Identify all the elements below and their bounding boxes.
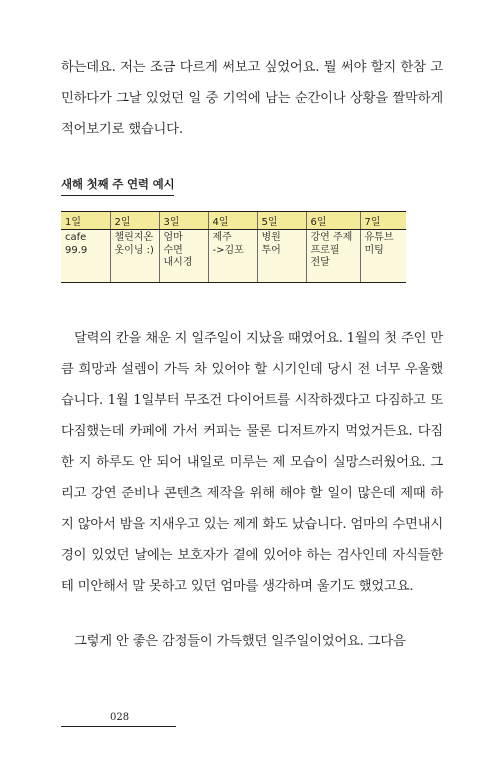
day-note: cafe 99.9 [61,230,110,283]
calendar-header-row [61,212,406,230]
day-label: 1일 [61,212,110,230]
day-label: 7일 [360,212,406,230]
day-label: 3일 [159,212,208,230]
day-note: 유튜브 미팅 [360,230,406,283]
page-number: 028 [110,712,130,723]
day-label: 4일 [208,212,257,230]
day-note: 병원 투어 [257,230,306,283]
day-label: 2일 [110,212,159,230]
calendar-title: 새해 첫째 주 연력 예시 [61,176,174,196]
day-note: 강연 주제 프로필 전달 [306,230,360,283]
footer-divider [61,726,176,727]
day-note: 제주 ->김포 [208,230,257,283]
calendar-notes-row [61,230,406,283]
body-paragraph: 달력의 칸을 채운 지 일주일이 지났을 때였어요. 1월의 첫 주인 만큼 희망과 설렘이 가득 차 있어야 할 시기인데 당시 전 너무 우울했습니다. 1월 1일부터 무조건 다이어트를 시작하겠다고 다짐하고 또 다짐했는데 카페에 가서 커피는 물론 디저트까지 먹었거든요. 다짐한 지 하루도 안 되어 내일로 미루는 제 모습이 실망스러웠어요. 그리고 강연 준비나 콘텐츠 제작을 위해 해야 할 일이 많은데 제때 하지 않아서 밤을 지새우고 있는 제게 화도 났습니다. 엄마의 수면내시경이 있었던 날에는 보호자가 곁에 있어야 하는 검사인데 자식들한테 미안해서 말 못하고 있던 엄마를 생각하며 울기도 했었고요. [61,331,443,594]
day-label: 5일 [257,212,306,230]
day-note: 엄마 수면 내시경 [159,230,208,283]
day-label: 6일 [306,212,360,230]
intro-paragraph: 하는데요. 저는 조금 다르게 써보고 싶었어요. 뭘 써야 할지 한참 고민하다가 그날 있었던 일 중 기억에 남는 순간이나 상황을 짤막하게 적어보기로 했습니다. [61,60,443,137]
last-paragraph: 그렇게 안 좋은 감정들이 가득했던 일주일이었어요. 그다음 [74,634,406,649]
day-note: 챌린지온 옷이닝 :) [110,230,159,283]
calendar-table [61,211,406,283]
